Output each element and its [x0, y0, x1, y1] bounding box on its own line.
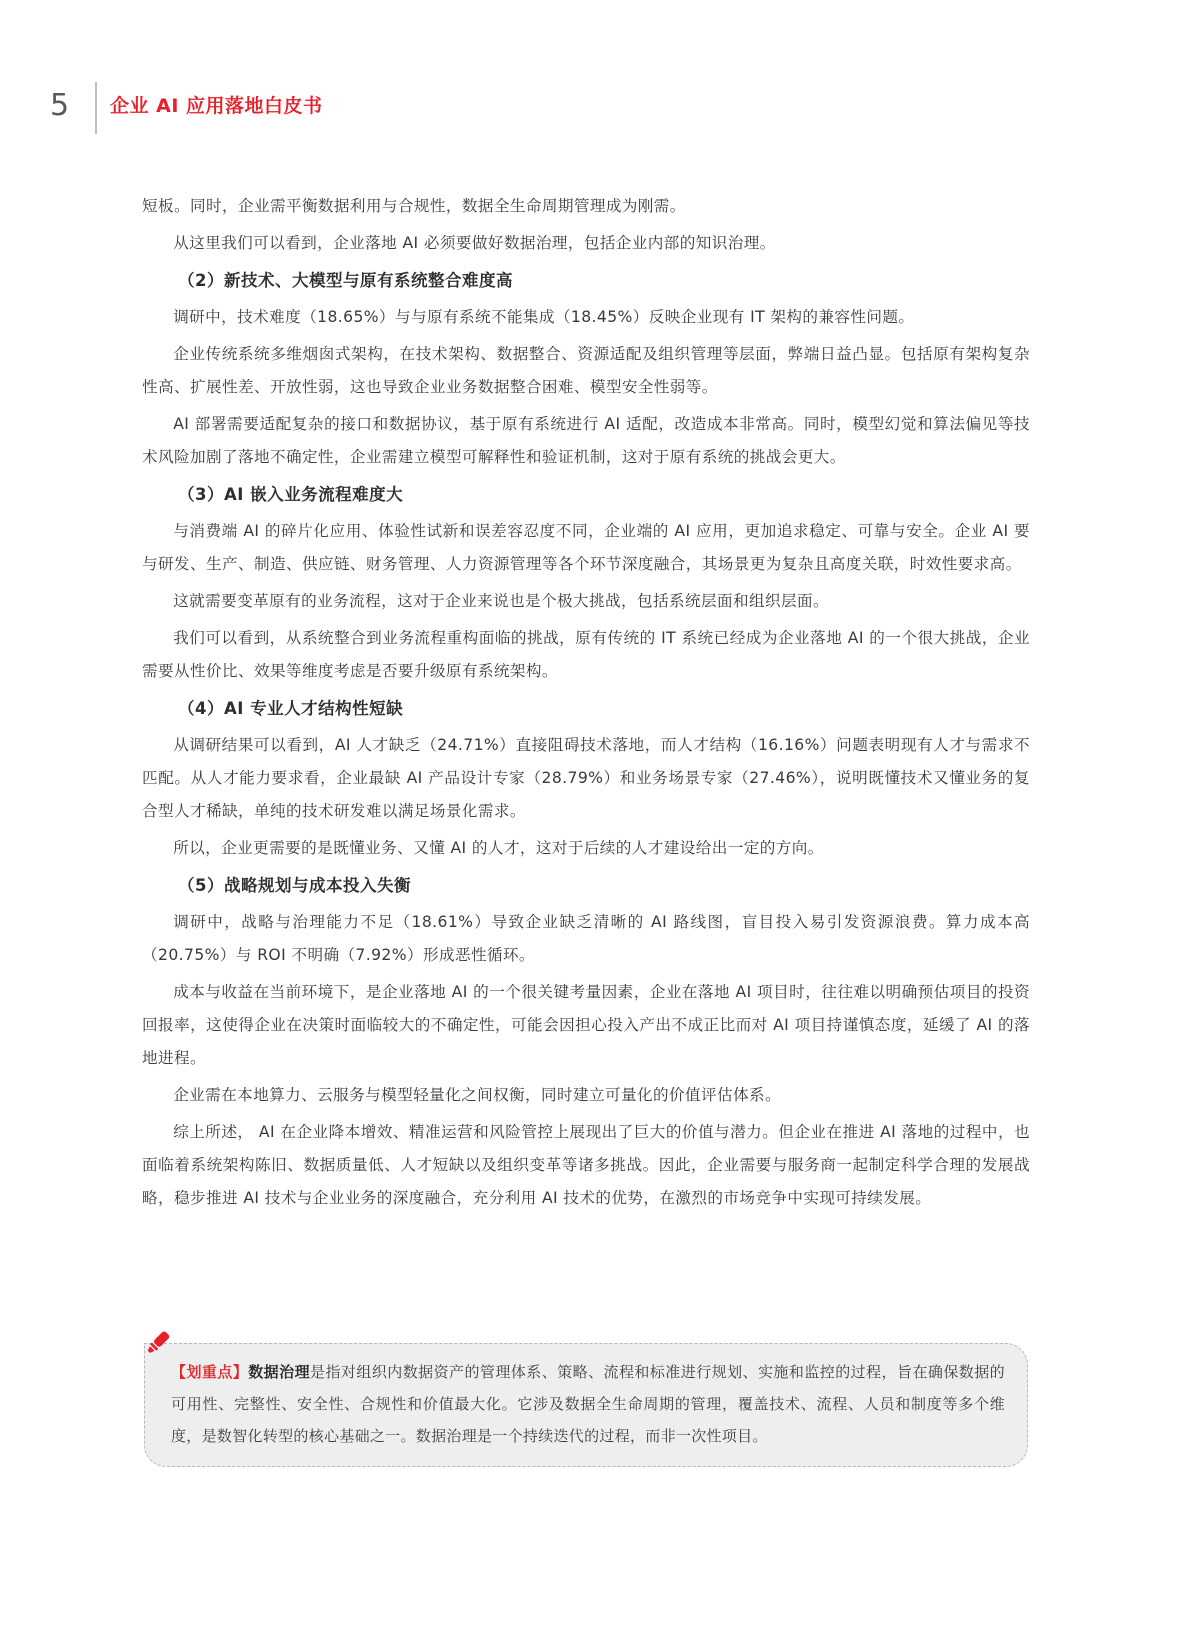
paragraph: 从调研结果可以看到，AI 人才缺乏（24.71%）直接阻碍技术落地，而人才结构（16.16%）问题表明现有人才与需求不匹配。从人才能力要求看，企业最缺 AI 产品设计专家（28.79%）和业务场景专家（27.46%），说明既懂技术又懂业务的复合型人才稀缺，单纯的技术研发难以满足场景化需求。 [142, 736, 1030, 820]
paragraph: 从这里我们可以看到，企业落地 AI 必须要做好数据治理，包括企业内部的知识治理。 [173, 234, 776, 252]
paragraph: 综上所述， AI 在企业降本增效、精准运营和风险管控上展现出了巨大的价值与潜力。但企业在推进 AI 落地的过程中，也面临着系统架构陈旧、数据质量低、人才短缺以及组织变革等诸多挑战。因此，企业需要与服务商一起制定科学合理的发展战略，稳步推进 AI 技术与企业业务的深度融合，充分利用 AI 技术的优势，在激烈的市场竞争中实现可持续发展。 [142, 1123, 1030, 1207]
paragraph: 短板。同时，企业需平衡数据利用与合规性，数据全生命周期管理成为刚需。 [142, 197, 686, 215]
paragraph: 企业需在本地算力、云服务与模型轻量化之间权衡，同时建立可量化的价值评估体系。 [173, 1086, 781, 1104]
paragraph: AI 部署需要适配复杂的接口和数据协议，基于原有系统进行 AI 适配，改造成本非常高。同时，模型幻觉和算法偏见等技术风险加剧了落地不确定性，企业需建立模型可解释性和验证机制，这对于原有系统的挑战会更大。 [142, 415, 1030, 466]
paragraph: 调研中，战略与治理能力不足（18.61%）导致企业缺乏清晰的 AI 路线图，盲目投入易引发资源浪费。算力成本高（20.75%）与 ROI 不明确（7.92%）形成恶性循环。 [142, 913, 1030, 964]
section-heading: （3）AI 嵌入业务流程难度大 [178, 485, 404, 504]
header-divider [95, 82, 97, 134]
section-heading: （4）AI 专业人才结构性短缺 [178, 699, 404, 718]
callout-body: 是指对组织内数据资产的管理体系、策略、流程和标准进行规划、实施和监控的过程，旨在确保数据的可用性、完整性、安全性、合规性和价值最大化。它涉及数据全生命周期的管理，覆盖技术、流程、人员和制度等多个维度，是数智化转型的核心基础之一。数据治理是一个持续迭代的过程，而非一次性项目。 [171, 1363, 1005, 1445]
highlighter-pen-icon [142, 1328, 172, 1358]
callout-term: 数据治理 [248, 1363, 311, 1381]
paragraph: 成本与收益在当前环境下，是企业落地 AI 的一个很关键考量因素，企业在落地 AI 项目时，往往难以明确预估项目的投资回报率，这使得企业在决策时面临较大的不确定性，可能会因担心投入产出不成正比而对 AI 项目持谨慎态度，延缓了 AI 的落地进程。 [142, 983, 1030, 1067]
page-number: 5 [50, 88, 70, 123]
callout-tag: 【划重点】 [171, 1363, 249, 1381]
page-header [0, 80, 1200, 134]
paragraph: 企业传统系统多维烟囱式架构，在技术架构、数据整合、资源适配及组织管理等层面，弊端日益凸显。包括原有架构复杂性高、扩展性差、开放性弱，这也导致企业业务数据整合困难、模型安全性弱等。 [142, 345, 1030, 396]
section-heading: （5）战略规划与成本投入失衡 [178, 876, 411, 895]
section-heading: （2）新技术、大模型与原有系统整合难度高 [178, 271, 513, 290]
callout-box [144, 1343, 1028, 1467]
paragraph: 我们可以看到，从系统整合到业务流程重构面临的挑战，原有传统的 IT 系统已经成为企业落地 AI 的一个很大挑战，企业需要从性价比、效果等维度考虑是否要升级原有系统架构。 [142, 629, 1030, 680]
callout-text [171, 1356, 1005, 1452]
paragraph: 所以，企业更需要的是既懂业务、又懂 AI 的人才，这对于后续的人才建设给出一定的方向。 [173, 839, 824, 857]
document-title: 企业 AI 应用落地白皮书 [110, 95, 323, 117]
paragraph: 与消费端 AI 的碎片化应用、体验性试新和误差容忍度不同，企业端的 AI 应用，更加追求稳定、可靠与安全。企业 AI 要与研发、生产、制造、供应链、财务管理、人力资源管理等各个环节深度融合，其场景更为复杂且高度关联，时效性要求高。 [142, 522, 1030, 573]
paragraph: 这就需要变革原有的业务流程，这对于企业来说也是个极大挑战，包括系统层面和组织层面。 [173, 592, 829, 610]
paragraph: 调研中，技术难度（18.65%）与与原有系统不能集成（18.45%）反映企业现有 IT 架构的兼容性问题。 [173, 308, 915, 326]
page-body [142, 190, 1030, 1219]
